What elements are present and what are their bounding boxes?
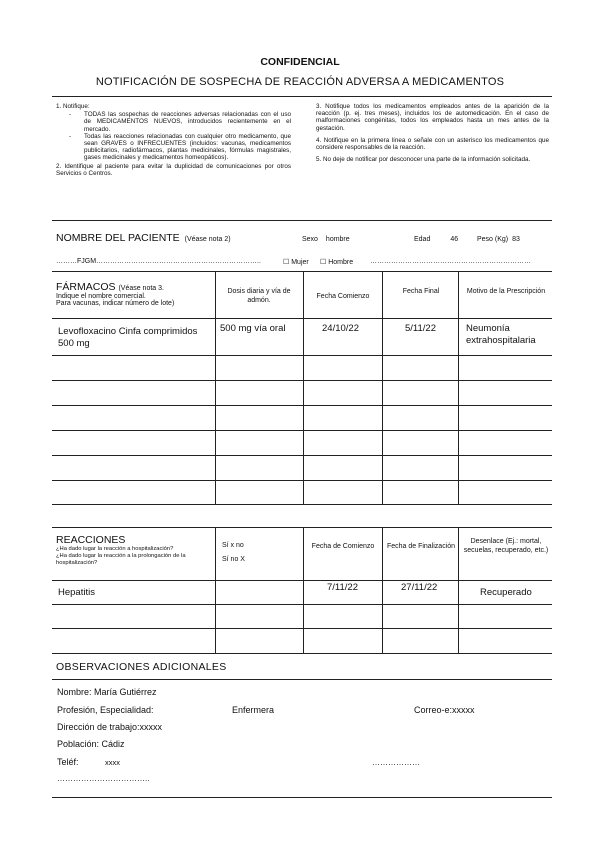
patient-initials-field[interactable]: ………FJGM…………………………………………………………….. [56,258,261,265]
reactions-title: REACCIONES [56,534,126,546]
divider [52,271,552,272]
reactions-question-2: ¿Ha dado lugar la reacción a la prolongación de la hospitalización? [56,552,186,566]
instructions-left-title: 1. Notifique: [56,103,90,110]
patient-name-note: (Véase nota 2) [184,236,231,243]
instruction-item-3: 2. Identifique al paciente para evitar la duplicidad de comunicaciones por otros Servicios o Centros. [56,162,291,177]
patient-sex: Sexo hombre [302,236,350,243]
sex-checkbox-mujer[interactable]: ☐ Mujer [283,259,309,266]
drugs-title: FÁRMACOS [56,281,116,293]
reporter-name: Nombre: María Gutiérrez [57,687,157,697]
drug-dose: 500 mg vía oral [220,323,286,334]
divider [52,220,552,221]
col-start-header: Fecha Comienzo [316,293,370,300]
reaction-outcome: Recuperado [480,587,532,598]
observations-title: OBSERVACIONES ADICIONALES [56,661,227,673]
reporter-work-address: Dirección de trabajo:xxxxx [57,722,163,732]
reaction-start-date: 7/11/22 [327,582,358,593]
reactions-question-1: ¿Ha dado lugar la reacción a hospitalización? [56,546,174,552]
reporter-profession-value: Enfermera [232,705,275,715]
col-reason-header: Motivo de la Prescripción [466,288,546,295]
drugs-title-note: (Véase nota 3. [118,285,164,292]
drugs-sub2: Para vacunas, indicar número de lote) [56,300,175,307]
reaction-col-outcome-header: Desenlace (Ej.: mortal, secuelas, recuperado, etc.) [463,538,549,554]
instruction-item-5: 4. Notifique en la primera línea o señale con un asterisco los medicamentos que considere responsables de la reacción. [316,136,549,152]
document-title: NOTIFICACIÓN DE SOSPECHA DE REACCIÓN ADVERSA A MEDICAMENTOS [95,76,505,88]
reporter-phone-value: xxxx [105,758,120,767]
reporter-signature-line: …………………………….. [57,774,150,783]
col-dose-header: Dosis diaria y vía de admón. [227,288,291,304]
reaction-col-end-header: Fecha de Finalización [386,543,456,550]
document-confidential-label: CONFIDENCIAL [260,56,340,68]
patient-weight: Peso (Kg) 83 [477,236,520,243]
patient-age: Edad 46 [414,236,459,243]
sex-checkbox-hombre[interactable]: ☐ Hombre [320,259,354,266]
reporter-email: Correo-e:xxxxx [414,705,475,715]
instruction-item-2: Todas las reacciones relacionadas con cualquier otro medicamento, que sean GRAVES o INFRECUENTES (incluidos: vacunas, medicamentos publicitarios, radiofármacos, plantas medicinales, fórmulas magistrales, gases medicinales y medicamentos homeopáticos). [84,132,291,162]
instructions-right [316,103,549,163]
patient-extra-field: …………………………………………………………… [370,258,531,265]
reporter-phone-label: Teléf: [57,757,79,767]
divider [52,96,552,97]
reaction-end-date: 27/11/22 [401,582,438,593]
drug-reason: Neumonía extrahospitalaria [466,323,536,346]
col-end-header: Fecha Final [402,288,440,295]
divider [52,527,552,528]
patient-name-label: NOMBRE DEL PACIENTE (Véase nota 2) [56,232,231,244]
divider [52,797,552,798]
drugs-sub1: Indique el nombre comercial. [56,293,146,300]
prolongation-answer[interactable]: Sí no X [222,556,245,563]
instruction-item-4: 3. Notifique todos los medicamentos empleados antes de la aparición de la reacción (p. ej. tres meses), incluidos los de automedicación. En el caso de malformaciones congénitas, todos los empleados hasta un mes antes de la gestación. [316,103,549,132]
reporter-phone-extra: ……………… [372,758,420,767]
reporter-town: Población: Cádiz [57,739,125,749]
drug-name: Levofloxacino Cinfa comprimidos 500 mg [58,326,198,349]
drugs-header [56,281,214,307]
instructions-left: 1. Notifique: - TODAS las sospechas de reacciones adversas relacionadas con el uso de MEDICAMENTOS NUEVOS, introducidos recientemente en el mercado. - Todas las reacciones relacionadas con cualquier otro medicamento, que sean GRAVES o INFRECUENTES (incluidos: vacunas, medicamentos publicitarios, radiofármacos, plantas medicinales, fórmulas magistrales, gases medicinales y medicamentos homeopáticos). 2. Identifique al paciente para evitar la duplicidad de comunicaciones por otros Servicios o Centros. [56,103,291,177]
instruction-item-1: TODAS las sospechas de reacciones adversas relacionadas con el uso de MEDICAMENTOS NUEVOS, introducidos recientemente en el mercado. [84,111,291,133]
reaction-col-start-header: Fecha de Comienzo [311,543,375,550]
reactions-header [56,534,214,566]
reporter-profession-label: Profesión, Especialidad: [57,705,154,715]
instruction-item-6: 5. No deje de notificar por desconocer una parte de la información solicitada. [316,156,531,164]
hospitalization-answer[interactable]: Sí x no [222,542,244,549]
drug-start-date: 24/10/22 [322,323,359,334]
divider [52,679,552,680]
drug-end-date: 5/11/22 [405,323,436,334]
reaction-name: Hepatitis [58,587,95,598]
